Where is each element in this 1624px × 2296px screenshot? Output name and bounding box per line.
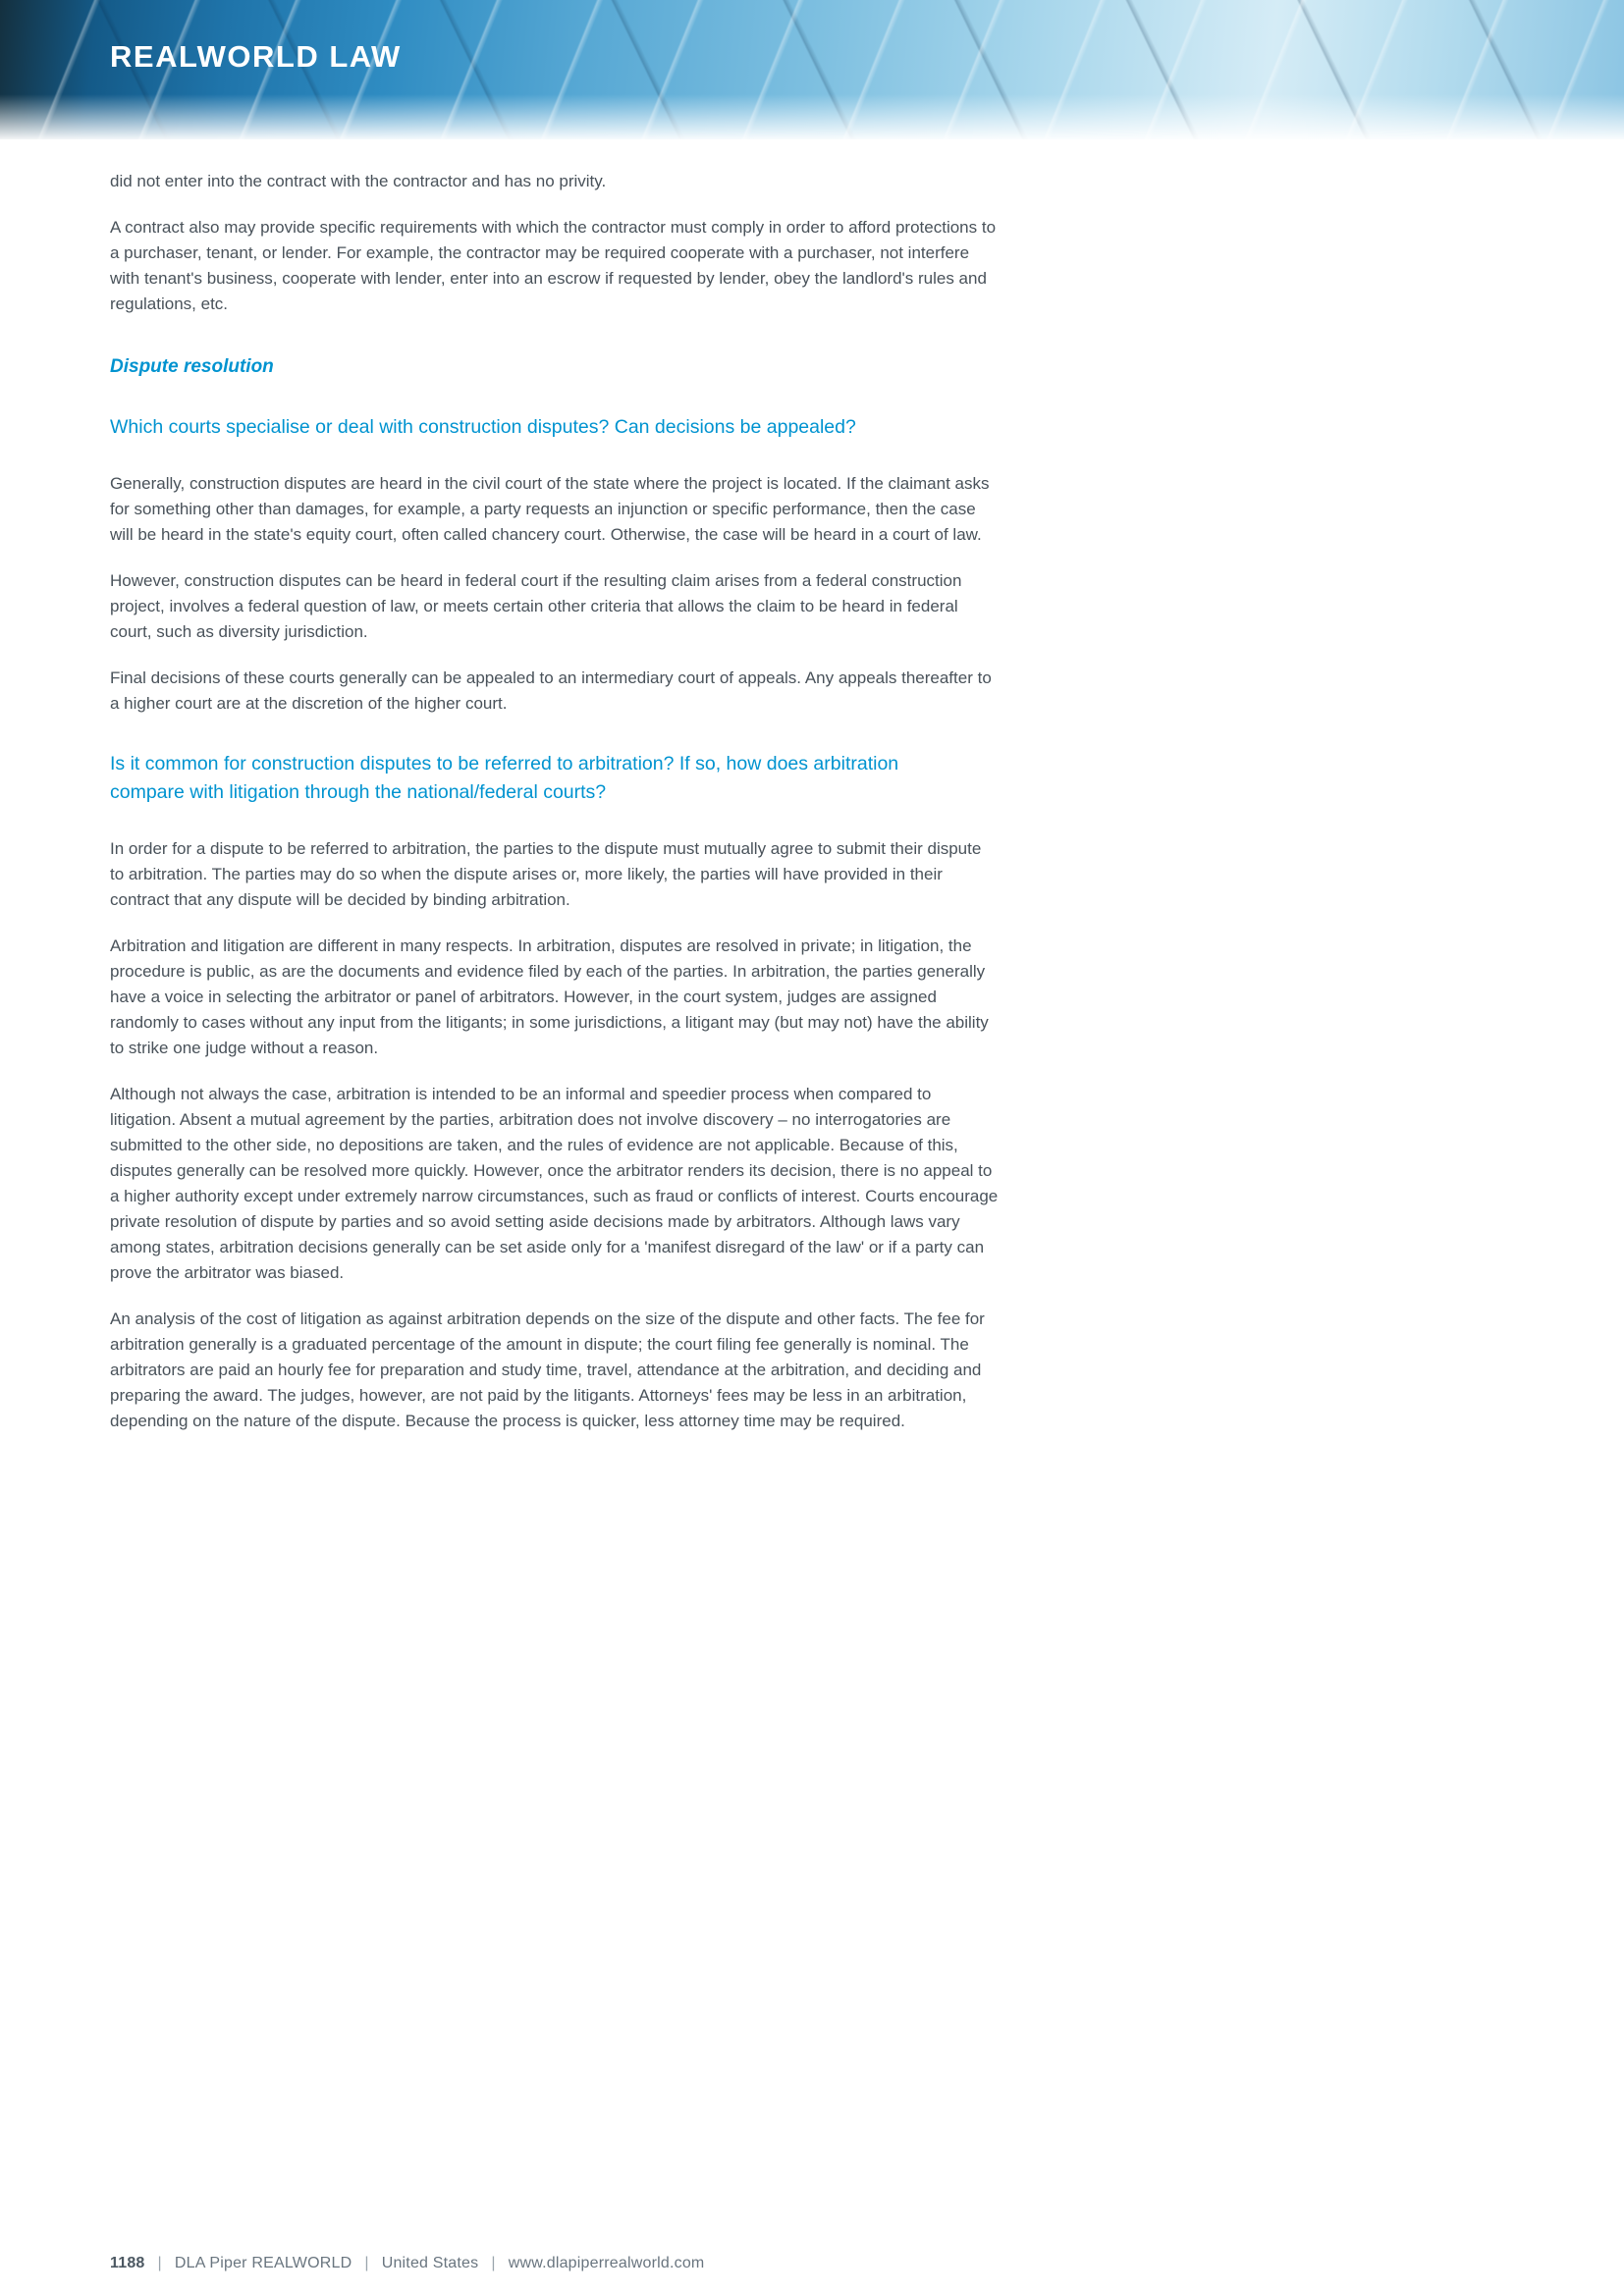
footer-separator: | <box>157 2255 162 2271</box>
footer-url[interactable]: www.dlapiperrealworld.com <box>508 2255 705 2271</box>
paragraph: However, construction disputes can be heard in federal court if the resulting claim arises from a federal construction project, involves a federal question of law, or meets certain other criteria that allows the claim to be heard in federal court, such as diversity jurisdiction. <box>110 571 962 641</box>
paragraph: An analysis of the cost of litigation as against arbitration depends on the size of the dispute and other facts. The fee for arbitration generally is a graduated percentage of the amount in dispute; the court filing fee generally is nominal. The arbitrators are paid an hourly fee for preparation and study time, travel, attendance at the arbitration, and deciding and preparing the award. The judges, however, are not paid by the litigants. Attorneys' fees may be less in an arbitration, depending on the nature of the dispute. Because the process is quicker, less attorney time may be required. <box>110 1309 985 1430</box>
question-heading-arbitration: Is it common for construction disputes to be referred to arbitration? If so, how does arbitration compare with litigation through the national/federal courts? <box>110 753 899 803</box>
page-footer <box>110 2255 704 2272</box>
footer-brand: DLA Piper REALWORLD <box>174 2255 352 2271</box>
page-content <box>0 139 1011 1434</box>
footer-region: United States <box>381 2255 479 2271</box>
paragraph-continuation: did not enter into the contract with the contractor and has no privity. <box>110 172 607 190</box>
footer-separator: | <box>364 2255 369 2271</box>
footer-separator: | <box>491 2255 496 2271</box>
paragraph: Although not always the case, arbitration is intended to be an informal and speedier process when compared to litigation. Absent a mutual agreement by the parties, arbitration does not involve discovery – no interrogatories are submitted to the other side, no depositions are taken, and the rules of evidence are not applicable. Because of this, disputes generally can be resolved more quickly. However, once the arbitrator renders its decision, there is no appeal to a higher authority except under extremely narrow circumstances, such as fraud or conflicts of interest. Courts encourage private resolution of dispute by parties and so avoid setting aside decisions made by arbitrators. Although laws vary among states, arbitration decisions generally can be set aside only for a 'manifest disregard of the law' or if a party can prove the arbitrator was biased. <box>110 1085 999 1282</box>
paragraph: In order for a dispute to be referred to arbitration, the parties to the dispute must mutually agree to submit their dispute to arbitration. The parties may do so when the dispute arises or, more likely, the parties will have provided in their contract that any dispute will be decided by binding arbitration. <box>110 839 982 909</box>
paragraph: Final decisions of these courts generally can be appealed to an intermediary court of appeals. Any appeals thereafter to a higher court are at the discretion of the higher court. <box>110 668 992 713</box>
question-heading-courts: Which courts specialise or deal with construction disputes? Can decisions be appealed? <box>110 416 856 438</box>
section-heading-dispute-resolution: Dispute resolution <box>110 356 274 377</box>
paragraph: A contract also may provide specific requirements with which the contractor must comply in order to afford protections to a purchaser, tenant, or lender. For example, the contractor may be required cooperate with a purchaser, not interfere with tenant's business, cooperate with lender, enter into an escrow if requested by lender, obey the landlord's rules and regulations, etc. <box>110 218 997 313</box>
paragraph: Generally, construction disputes are heard in the civil court of the state where the project is located. If the claimant asks for something other than damages, for example, a party requests an injunction or specific performance, then the case will be heard in the state's equity court, often called chancery court. Otherwise, the case will be heard in a court of law. <box>110 474 990 544</box>
header-banner <box>0 0 1624 139</box>
paragraph: Arbitration and litigation are different in many respects. In arbitration, disputes are resolved in private; in litigation, the procedure is public, as are the documents and evidence filed by each of the parties. In arbitration, the parties generally have a voice in selecting the arbitrator or panel of arbitrators. However, in the court system, judges are assigned randomly to cases without any input from the litigants; in some jurisdictions, a litigant may (but may not) have the ability to strike one judge without a reason. <box>110 936 989 1057</box>
brand-title: REALWORLD LAW <box>110 39 402 74</box>
page-number: 1188 <box>110 2255 145 2271</box>
